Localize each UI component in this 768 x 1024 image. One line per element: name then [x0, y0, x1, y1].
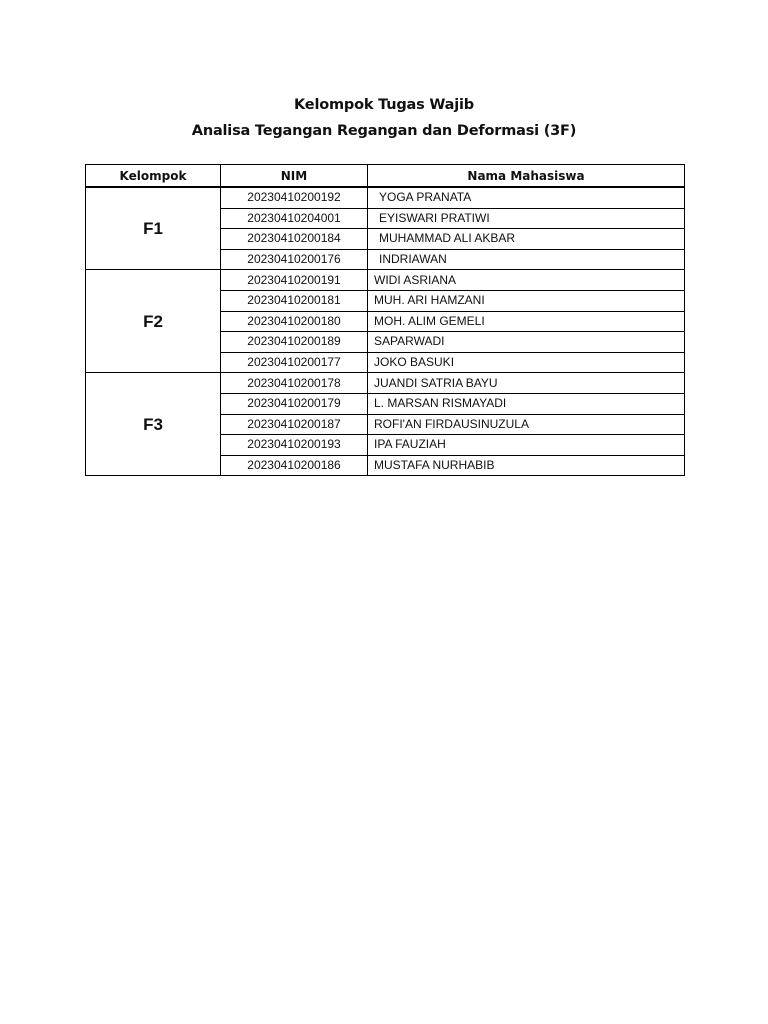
name-cell: WIDI ASRIANA — [368, 270, 685, 291]
name-cell: YOGA PRANATA — [368, 187, 685, 208]
name-cell: MOH. ALIM GEMELI — [368, 311, 685, 332]
table-row — [86, 270, 685, 291]
document-subtitle: Analisa Tegangan Regangan dan Deformasi (3F) — [191, 123, 577, 139]
nim-cell: 20230410200179 — [221, 393, 368, 414]
table-row — [86, 187, 685, 208]
name-cell: MUHAMMAD ALI AKBAR — [368, 229, 685, 250]
nim-cell: 20230410200193 — [221, 435, 368, 456]
name-cell: MUH. ARI HAMZANI — [368, 290, 685, 311]
nim-cell: 20230410200192 — [221, 187, 368, 208]
nim-cell: 20230410200180 — [221, 311, 368, 332]
header-nim: NIM — [221, 165, 368, 188]
nim-cell: 20230410200177 — [221, 352, 368, 373]
nim-cell: 20230410200187 — [221, 414, 368, 435]
nim-cell: 20230410200178 — [221, 373, 368, 394]
name-cell: ROFI'AN FIRDAUSINUZULA — [368, 414, 685, 435]
group-label-f3: F3 — [86, 373, 221, 476]
name-cell: MUSTAFA NURHABIB — [368, 455, 685, 476]
group-label-f1: F1 — [86, 187, 221, 270]
name-cell: JUANDI SATRIA BAYU — [368, 373, 685, 394]
name-cell: JOKO BASUKI — [368, 352, 685, 373]
nim-cell: 20230410200176 — [221, 249, 368, 270]
header-nama-mahasiswa: Nama Mahasiswa — [368, 165, 685, 188]
name-cell: IPA FAUZIAH — [368, 435, 685, 456]
group-roster-table — [85, 164, 685, 476]
name-cell: L. MARSAN RISMAYADI — [368, 393, 685, 414]
document-title-block — [0, 92, 768, 144]
group-label-f2: F2 — [86, 270, 221, 373]
nim-cell: 20230410204001 — [221, 208, 368, 229]
table-row — [86, 373, 685, 394]
name-cell: SAPARWADI — [368, 332, 685, 353]
document-title: Kelompok Tugas Wajib — [294, 97, 474, 113]
name-cell: EYISWARI PRATIWI — [368, 208, 685, 229]
nim-cell: 20230410200191 — [221, 270, 368, 291]
name-cell: INDRIAWAN — [368, 249, 685, 270]
nim-cell: 20230410200181 — [221, 290, 368, 311]
table-header-row — [86, 165, 685, 188]
header-kelompok: Kelompok — [86, 165, 221, 188]
nim-cell: 20230410200186 — [221, 455, 368, 476]
nim-cell: 20230410200184 — [221, 229, 368, 250]
nim-cell: 20230410200189 — [221, 332, 368, 353]
